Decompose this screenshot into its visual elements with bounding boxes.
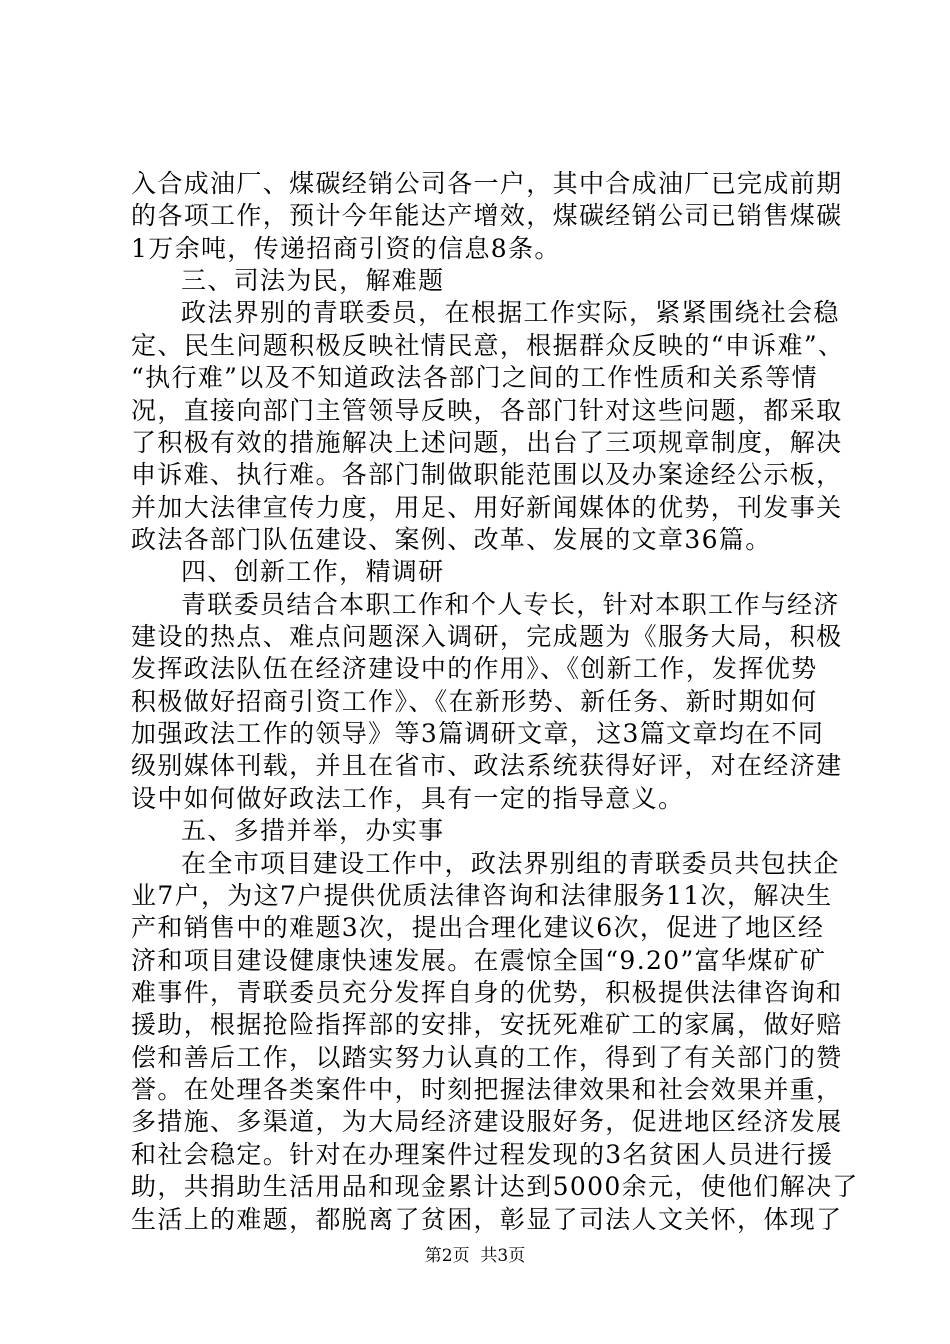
text-line: 三、司法为民，解难题 (181, 266, 445, 296)
text-line: 定、民生问题积极反映社情民意，根据群众反映的“申诉难”、 (131, 330, 845, 360)
text-line: 五、多措并举，办实事 (181, 816, 445, 846)
text-line: 助，共捐助生活用品和现金累计达到5000余元，使他们解决了 (131, 1172, 859, 1202)
text-line: 1万余吨，传递招商引资的信息8条。 (131, 233, 561, 263)
text-line: 设中如何做好政法工作，具有一定的指导意义。 (131, 783, 685, 813)
text-line: 偿和善后工作，以踏实努力认真的工作，得到了有关部门的赞 (131, 1042, 843, 1072)
text-line: 级别媒体刊载，并且在省市、政法系统获得好评，对在经济建 (131, 751, 843, 781)
text-line: 济和项目建设健康快速发展。在震惊全国“9.20”富华煤矿矿 (131, 945, 827, 975)
text-line: 发挥政法队伍在经济建设中的作用》、《创新工作，发挥优势 (131, 654, 818, 684)
text-line: 和社会稳定。针对在办理案件过程发现的3名贫困人员进行援 (131, 1139, 834, 1169)
page-footer: 第2页 共3页 (424, 1246, 526, 1266)
text-line: “执行难”以及不知道政法各部门之间的工作性质和关系等情 (131, 363, 819, 393)
text-line: 青联委员结合本职工作和个人专长，针对本职工作与经济 (181, 589, 840, 619)
text-line: 难事件，青联委员充分发挥自身的优势，积极提供法律咨询和 (131, 977, 843, 1007)
text-line: 援助，根据抢险指挥部的安排，安抚死难矿工的家属，做好赔 (131, 1010, 843, 1040)
text-line: 积极做好招商引资工作》、《在新形势、新任务、新时期如何 (131, 686, 818, 716)
text-line: 申诉难、执行难。各部门制做职能范围以及办案途经公示板， (131, 460, 843, 490)
text-line: 业7户，为这7户提供优质法律咨询和法律服务11次，解决生 (131, 880, 833, 910)
text-line: 并加大法律宣传力度，用足、用好新闻媒体的优势，刊发事关 (131, 492, 843, 522)
text-line: 加强政法工作的领导》等3篇调研文章，这3篇文章均在不同 (131, 719, 825, 749)
text-line: 建设的热点、难点问题深入调研，完成题为《服务大局，积极 (131, 622, 843, 652)
text-line: 产和销售中的难题3次，提出合理化建议6次，促进了地区经 (131, 913, 825, 943)
text-line: 誉。在处理各类案件中，时刻把握法律效果和社会效果并重， (131, 1075, 843, 1105)
text-line: 况，直接向部门主管领导反映，各部门针对这些问题，都采取 (131, 395, 843, 425)
text-line: 的各项工作，预计今年能达产增效，煤碳经销公司已销售煤碳 (131, 201, 843, 231)
text-line: 入合成油厂、煤碳经销公司各一户，其中合成油厂已完成前期 (131, 169, 843, 198)
text-line: 在全市项目建设工作中，政法界别组的青联委员共包扶企 (181, 848, 840, 878)
document-body (131, 168, 859, 1236)
text-line: 政法各部门队伍建设、案例、改革、发展的文章36篇。 (131, 524, 772, 554)
text-line: 生活上的难题，都脱离了贫困，彰显了司法人文关怀，体现了 (131, 1204, 843, 1234)
text-line: 多措施、多渠道，为大局经济建设服好务，促进地区经济发展 (131, 1107, 843, 1137)
text-line: 四、创新工作，精调研 (181, 557, 445, 587)
text-line: 政法界别的青联委员，在根据工作实际，紧紧围绕社会稳 (181, 298, 840, 328)
text-line: 了积极有效的措施解决上述问题，出台了三项规章制度，解决 (131, 427, 843, 457)
